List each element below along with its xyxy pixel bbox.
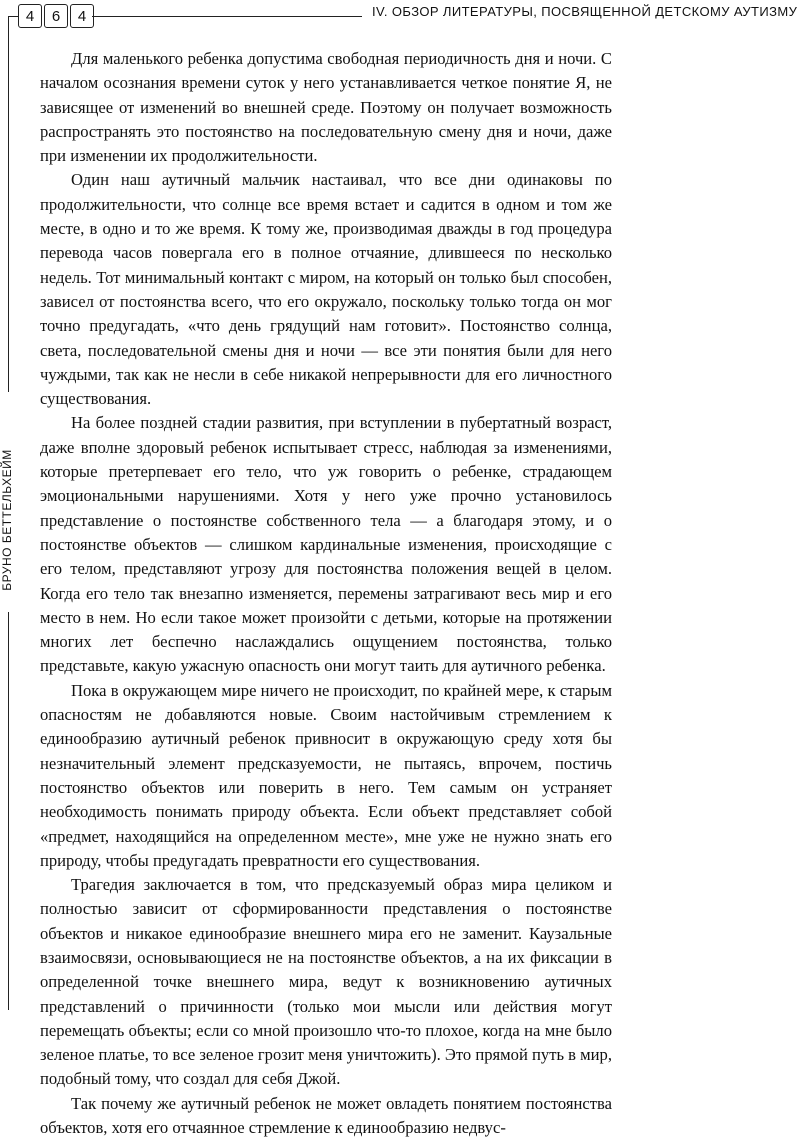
page-number-digit: 6 [44, 4, 68, 28]
page-number-digit: 4 [70, 4, 94, 28]
header-rule-right [92, 16, 362, 17]
header-rule-left [8, 16, 18, 17]
paragraph: На более поздней стадии развития, при вступлении в пубертатный возраст, даже вполне здоровый ребенок испытывает стресс, наблюдая за изменениями, которые претерпевает его тело, что уж говорить о ребенке, страдающем эмоциональными нарушениями. Хотя у него уже прочно установилось представление о постоянстве собственного тела — а благодаря этому, и о постоянстве объектов — слишком кардинальные изменения, происходящие с его телом, представляют угрозу для постоянства положения вещей в целом. Когда его тело так внезапно изменяется, перемены затрагивают весь мир и его место в нем. Но если такое может произойти с детьми, которые на протяжении многих лет беспечно наслаждались ощущением постоянства, только представьте, какую ужасную опасность они могут таить для аутичного ребенка. [40, 413, 612, 676]
paragraph: Трагедия заключается в том, что предсказуемый образ мира целиком и полностью зависит от сформированности представления о постоянстве объектов и никакое единообразие внешнего мира его не заменит. Каузальные взаимосвязи, основывающиеся не на постоянстве объектов, а на их фиксации в определенной точке внешнего мира, ведут к возникновению аутичных представлений о причинности (только мои мысли или действия могут перемещать объекты; если со мной произошло что-то плохое, когда на мне было зеленое платье, то все зеленое грозит меня уничтожить). Это прямой путь в мир, подобный тому, что создал для себя Джой. [40, 875, 612, 1089]
paragraph: Один наш аутичный мальчик настаивал, что все дни одинаковы по продолжительности, что солнце все время встает и садится в одном и том же месте, в одно и то же время. К тому же, производимая дважды в год процедура перевода часов повергала его в полное отчаяние, длившееся по несколько недель. Тот минимальный контакт с миром, на который он только был способен, зависел от постоянства всего, что его окружало, поскольку только тогда он мог точно предугадать, «что день грядущий нам готовит». Постоянство солнца, света, последовательной смены дня и ночи — все эти понятия были для него чуждыми, так как не несли в себе никакой непрерывности для его личностного существования. [40, 170, 612, 409]
page-number-digit: 4 [18, 4, 42, 28]
paragraph: Для маленького ребенка допустима свободная периодичность дня и ночи. С началом осознания времени суток у него устанавливается четкое понятие Я, не зависящее от изменений во внешней среде. Поэтому он получает возможность распространять это постоянство на последовательную смену дня и ночи, даже при изменении их продолжительности. [40, 49, 612, 166]
side-rule-top [8, 16, 9, 392]
running-title: IV. ОБЗОР ЛИТЕРАТУРЫ, ПОСВЯЩЕННОЙ ДЕТСКОМУ АУТИЗМУ [372, 4, 797, 19]
page-header [0, 0, 797, 34]
page-number [18, 4, 94, 28]
paragraph: Так почему же аутичный ребенок не может овладеть понятием постоянства объектов, хотя его отчаянное стремление к единообразию недвус- [40, 1093, 612, 1138]
side-rule-bottom [8, 612, 9, 1010]
paragraph: Пока в окружающем мире ничего не происходит, по крайней мере, к старым опасностям не добавляются новые. Своим настойчивым стремлением к единообразию аутичный ребенок привносит в окружающую среду хотя бы незначительный элемент предсказуемости, не пытаясь, впрочем, постичь постоянство объектов или поверить в него. Тем самым он устраняет необходимость понимать природу объекта. Если объект представляет собой «предмет, находящийся на определенном месте», мне уже не нужно знать его природу, чтобы предугадать превратности его существования. [40, 680, 612, 870]
side-author-name: БРУНО БЕТТЕЛЬХЕЙМ [0, 440, 16, 600]
body-text [40, 47, 612, 1140]
